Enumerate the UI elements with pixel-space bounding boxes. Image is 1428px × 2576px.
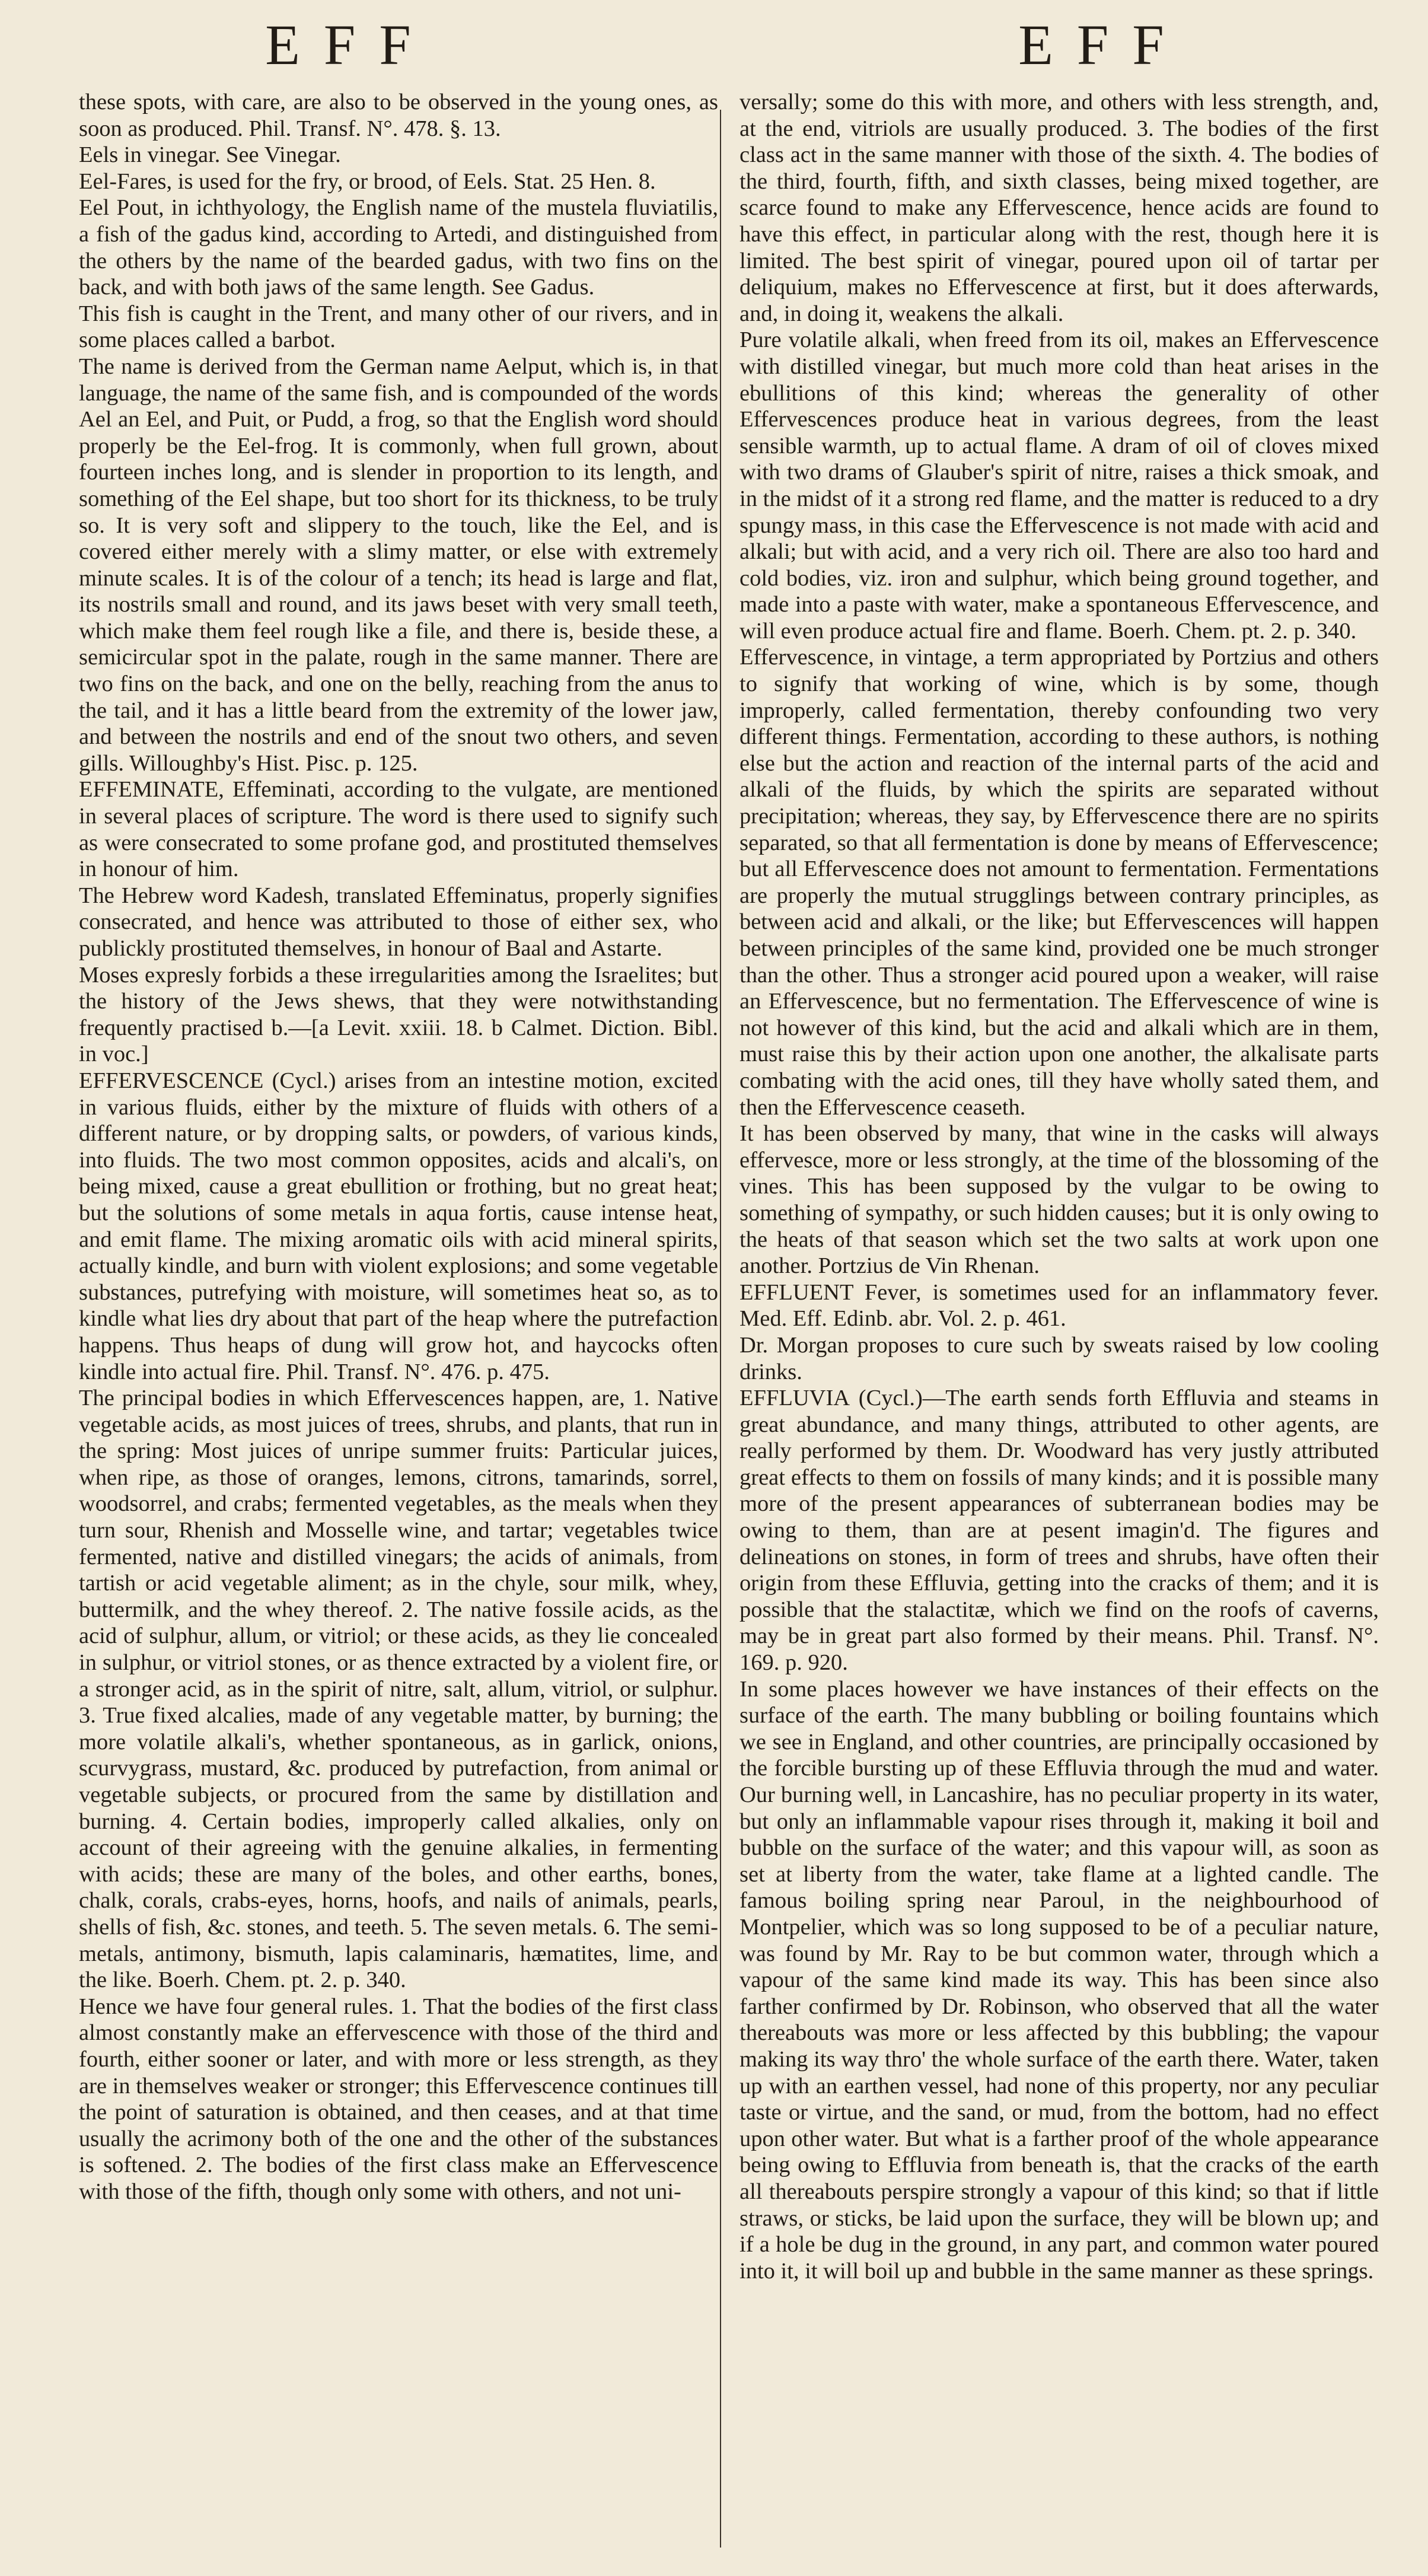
running-head-right: EFF xyxy=(1018,13,1188,77)
entry-paragraph: these spots, with care, are also to be observed in the young ones, as soon as produced. Phil. Transf. N°. 478. §. 13. xyxy=(79,90,718,141)
entry-effeminate: EFFEMINATE, Effeminati, according to the vulgate, are mentioned in several places of scripture. The word is there used to signify such as were consecrated to some profane god, and prostituted themselves in honour of him. xyxy=(79,777,718,882)
entry-effluvia: EFFLUVIA (Cycl.)—The earth sends forth Effluvia and steams in great abundance, and many things, attributed to other agents, are really performed by them. Dr. Woodward has very justly attributed great effects to them on fossils of many kinds; and it is possible many more of the present appearances of subterranean bodies may be owing to them, than are at pesent imagin'd. The figures and delineations on stones, in form of trees and shrubs, have often their origin from these Effluvia, getting into the cracks of them; and it is possible that the stalactitæ, which we find on the roofs of caverns, may be in great part also formed by their means. Phil. Transf. N°. 169. p. 920. xyxy=(740,1386,1379,1676)
entry-paragraph: Pure volatile alkali, when freed from its oil, makes an Effervescence with distilled vinegar, but much more cold than heat arises in the ebullitions of this kind; whereas the generality of other Effervescences produce heat in various degrees, from the least sensible warmth, up to actual flame. A dram of oil of cloves mixed with two drams of Glauber's spirit of nitre, raises a thick smoak, and in the midst of it a strong red flame, and the matter is reduced to a dry spungy mass, in this case the Effervescence is not made with acid and alkali; but with acid, and a very rich oil. There are also too hard and cold bodies, viz. iron and sulphur, which being ground together, and made into a paste with water, make a spontaneous Effervescence, and will even produce actual fire and flame. Boerh. Chem. pt. 2. p. 340. xyxy=(740,327,1379,644)
entry-eel-fares: Eel-Fares, is used for the fry, or brood, of Eels. Stat. 25 Hen. 8. xyxy=(79,168,656,194)
entry-eel-pout: Eel Pout, in ichthyology, the English name of the mustela fluviatilis, a fish of the gadus kind, according to Artedi, and distinguished from the others by the name of the bearded gadus, with two fins on the back, and with both jaws of the same length. See Gadus. xyxy=(79,195,718,300)
entry-paragraph: versally; some do this with more, and others with less strength, and, at the end, vitriols are usually produced. 3. The bodies of the first class act in the same manner with those of the sixth. 4. The bodies of the third, fourth, fifth, and sixth classes, being mixed together, are scarce found to make any Effervescence, hence acids are found to have this effect, in particular along with the rest, though here it is limited. The best spirit of vinegar, poured upon oil of tartar per deliquium, makes no Effervescence at first, but it does afterwards, and, in doing it, weakens the alkali. xyxy=(740,90,1379,326)
entry-paragraph: It has been observed by many, that wine in the casks will always effervesce, more or less strongly, at the time of the blossoming of the vines. This has been supposed by the vulgar to be owing to something of sympathy, or such hidden causes; but it is only owing to the heats of that season which set the two salts at work upon one another. Portzius de Vin Rhenan. xyxy=(740,1121,1379,1279)
entry-paragraph: Hence we have four general rules. 1. That the bodies of the first class almost constantly make an effervescence with those of the third and fourth, either sooner or later, and with more or less strength, as they are in themselves weaker or stronger; this Effervescence continues till the point of saturation is obtained, and then ceases, and at that time usually the acrimony both of the one and the other of the substances is softened. 2. The bodies of the first class make an Effervescence with those of the fifth, though only some with others, and not uni- xyxy=(79,1994,718,2204)
entry-paragraph: This fish is caught in the Trent, and many other of our rivers, and in some places called a barbot. xyxy=(79,301,718,353)
entry-paragraph: In some places however we have instances of their effects on the surface of the earth. The many bubbling or boiling fountains which we see in England, and other countries, are principally occasioned by the forcible bursting up of these Effluvia through the mud and water. Our burning well, in Lancashire, has no peculiar property in its water, but only an inflammable vapour rises through it, making it boil and bubble on the surface of the water; and this vapour will, as soon as set at liberty from the water, take flame at a lighted candle. The famous boiling spring near Paroul, in the neighbourhood of Montpelier, which was so long supposed to be of a peculiar nature, was found by Mr. Ray to be but common water, through which a vapour of the same kind made its way. This has been since also farther confirmed by Dr. Robinson, who observed that all the water thereabouts was more or less affected by this bubbling; the vapour making its way thro' the whole surface of the earth there. Water, taken up with an earthen vessel, had none of this property, nor any peculiar taste or virtue, and the sand, or mud, from the bottom, had no effect upon other water. But what is a farther proof of the whole appearance being owing to Effluvia from beneath is, that the cracks of the earth all thereabouts perspire strongly a vapour of this kind; so that if little straws, or sticks, be laid upon the surface, they will be blown up; and if a hole be dug in the ground, in any part, and common water poured into it, it will boil up and bubble in the same manner as these springs. xyxy=(740,1676,1379,2284)
entry-eels-in-vinegar: Eels in vinegar. See Vinegar. xyxy=(79,142,341,168)
running-head-left: EFF xyxy=(265,13,435,77)
column-divider xyxy=(720,110,721,2548)
entry-paragraph: The Hebrew word Kadesh, translated Effeminatus, properly signifies consecrated, and hence was attributed to those of either sex, who publickly prostituted themselves, in honour of Baal and Astarte. xyxy=(79,883,718,961)
entry-paragraph: Moses expresly forbids a these irregularities among the Israelites; but the history of the Jews shews, that they were notwithstanding frequently practised b.—[a Levit. xxiii. 18. b Calmet. Diction. Bibl. in voc.] xyxy=(79,962,718,1067)
entry-paragraph: Dr. Morgan proposes to cure such by sweats raised by low cooling drinks. xyxy=(740,1332,1379,1384)
entry-effervescence: EFFERVESCENCE (Cycl.) arises from an intestine motion, excited in various fluids, either by the mixture of fluids with others of a different nature, or by dropping salts, or powders, of various kinds, into fluids. The two most common opposites, acids and alcali's, on being mixed, cause a great ebullition or frothing, but no great heat; but the solutions of some metals in aqua fortis, cause intense heat, and emit flame. The mixing aromatic oils with acid mineral spirits, actually kindle, and burn with violent explosions; and some vegetable substances, putrefying with moisture, will sometimes heat so, as to kindle what lies dry about that part of the heap where the putrefaction happens. Thus heaps of dung will grow hot, and haycocks often kindle into actual fire. Phil. Transf. N°. 476. p. 475. xyxy=(79,1068,718,1384)
entry-paragraph: The name is derived from the German name Aelput, which is, in that language, the name of the same fish, and is compounded of the words Ael an Eel, and Puit, or Pudd, a frog, so that the English word should properly be the Eel-frog. It is commonly, when full grown, about fourteen inches long, and is slender in proportion to its length, and something of the Eel shape, but too short for its thickness, to be truly so. It is very soft and slippery to the touch, like the Eel, and is covered either merely with a slimy matter, or else with extremely minute scales. It is of the colour of a tench; its head is large and flat, its nostrils small and round, and its jaws beset with very small teeth, which make them feel rough like a file, and there is, beside these, a semicircular spot in the palate, rough in the same manner. There are two fins on the back, and one on the belly, reaching from the anus to the tail, and it has a little beard from the extremity of the lower jaw, and between the nostrils and end of the snout two others, and seven gills. Willoughby's Hist. Pisc. p. 125. xyxy=(79,354,718,776)
entry-paragraph: The principal bodies in which Effervescences happen, are, 1. Native vegetable acids, as most juices of trees, shrubs, and plants, that run in the spring: Most juices of unripe summer fruits: Particular juices, when ripe, as those of oranges, lemons, citrons, tamarinds, sorrel, woodsorrel, and crabs; fermented vegetables, as the meals when they turn sour, Rhenish and Mosselle wine, and tartar; vegetables twice fermented, native and distilled vinegars; the acids of animals, from tartish or acid vegetable aliment; as in the chyle, sour milk, whey, buttermilk, and the whey thereof. 2. The native fossile acids, as the acid of sulphur, allum, or vitriol; or these acids, as they lie concealed in sulphur, or vitriol stones, or as thence extracted by a violent fire, or a stronger acid, as in the spirit of nitre, salt, allum, vitriol, or sulphur. 3. True fixed alcalies, made of any vegetable matter, by burning; the more volatile alkali's, whether spontaneous, as in garlick, onions, scurvygrass, mustard, &c. produced by putrefaction, from animal or vegetable subjects, or procured from the same by distillation and burning. 4. Certain bodies, improperly called alkalies, only on account of their agreeing with the genuine alkalies, in fermenting with acids; these are many of the boles, and other earths, bones, chalk, corals, crabs-eyes, horns, hoofs, and nails of animals, pearls, shells of fish, &c. stones, and teeth. 5. The seven metals. 6. The semi-metals, antimony, bismuth, lapis calaminaris, hæmatites, lime, and the like. Boerh. Chem. pt. 2. p. 340. xyxy=(79,1386,718,1993)
left-column xyxy=(79,89,718,2205)
entry-effervescence-vintage: Effervescence, in vintage, a term appropriated by Portzius and others to signify that working of wine, which is by some, though improperly, called fermentation, thereby confounding two very different things. Fermentation, according to these authors, is nothing else but the action and reaction of the internal parts of the acid and alkali of the fluids, by which the spirits are separated without precipitation; whereas, they say, by Effervescence there are no spirits separated, so that all fermentation is done by means of Effervescence; but all Effervescence does not amount to fermentation. Fermentations are properly the mutual strugglings between contrary principles, as between acid and alkali, or the like; but Effervescences will happen between principles of the same kind, provided one be much stronger than the other. Thus a stronger acid poured upon a weaker, will raise an Effervescence, but no fermentation. The Effervescence of wine is not however of this kind, but the acid and alkali which are in them, must raise this by their action upon one another, the alkalisate parts combating with the acid ones, till they have wholly sated them, and then the Effervescence ceaseth. xyxy=(740,645,1379,1120)
entry-effluent-fever: EFFLUENT Fever, is sometimes used for an inflammatory fever. Med. Eff. Edinb. abr. Vol. 2. p. 461. xyxy=(740,1279,1379,1332)
right-column xyxy=(740,89,1379,2284)
